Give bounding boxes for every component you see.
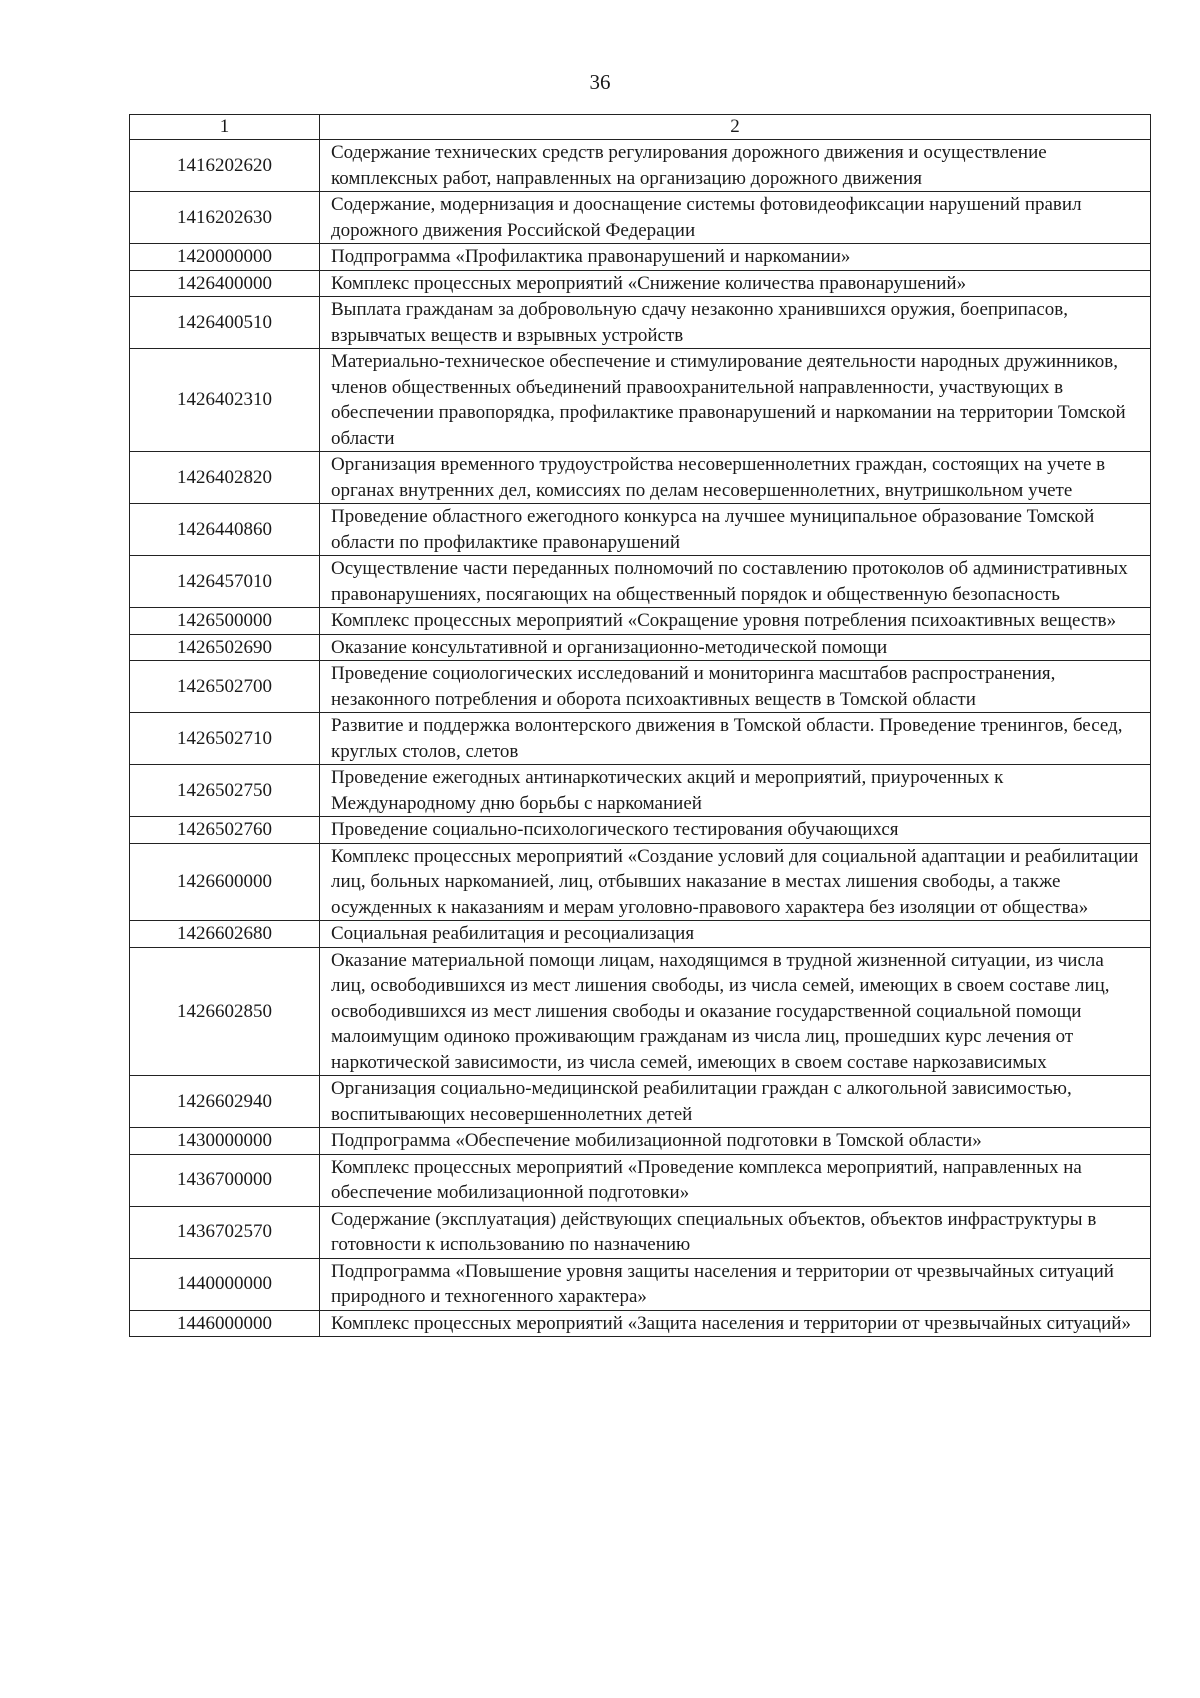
- table-row: [130, 1206, 1151, 1258]
- row-code: 1446000000: [130, 1310, 320, 1337]
- table-row: [130, 349, 1151, 452]
- page-number: 36: [589, 70, 611, 94]
- row-code: 1426402820: [130, 452, 320, 504]
- table-row: [130, 192, 1151, 244]
- row-code: 1426500000: [130, 608, 320, 635]
- row-code: 1426502760: [130, 817, 320, 844]
- row-code: 1426440860: [130, 504, 320, 556]
- table-row: [130, 947, 1151, 1076]
- code-table: [129, 114, 1151, 1337]
- row-description: Содержание, модернизация и дооснащение системы фотовидеофиксации нарушений правил дорожного движения Российской Федерации: [320, 192, 1151, 244]
- row-description: Содержание (эксплуатация) действующих специальных объектов, объектов инфраструктуры в готовности к использованию по назначению: [320, 1206, 1151, 1258]
- row-description: Комплекс процессных мероприятий «Создание условий для социальной адаптации и реабилитации лиц, больных наркоманией, лиц, отбывших наказание в местах лишения свободы, а также осужденных к наказаниям и мерам уголовно-правового характера без изоляции от общества»: [320, 843, 1151, 921]
- row-code: 1436702570: [130, 1206, 320, 1258]
- table-row: [130, 504, 1151, 556]
- row-description: Подпрограмма «Обеспечение мобилизационной подготовки в Томской области»: [320, 1128, 1151, 1155]
- row-code: 1426502710: [130, 713, 320, 765]
- row-description: Комплекс процессных мероприятий «Сокращение уровня потребления психоактивных веществ»: [320, 608, 1151, 635]
- row-code: 1436700000: [130, 1154, 320, 1206]
- row-code: 1426502690: [130, 634, 320, 661]
- row-description: Содержание технических средств регулирования дорожного движения и осуществление комплексных работ, направленных на организацию дорожного движения: [320, 140, 1151, 192]
- row-description: Организация временного трудоустройства несовершеннолетних граждан, состоящих на учете в органах внутренних дел, комиссиях по делам несовершеннолетних, внутришкольном учете: [320, 452, 1151, 504]
- row-code: 1426402310: [130, 349, 320, 452]
- row-description: Комплекс процессных мероприятий «Проведение комплекса мероприятий, направленных на обеспечение мобилизационной подготовки»: [320, 1154, 1151, 1206]
- row-code: 1420000000: [130, 244, 320, 271]
- row-code: 1426502700: [130, 661, 320, 713]
- row-description: Подпрограмма «Профилактика правонарушений и наркомании»: [320, 244, 1151, 271]
- table-row: [130, 1310, 1151, 1337]
- row-code: 1426600000: [130, 843, 320, 921]
- row-code: 1426602940: [130, 1076, 320, 1128]
- table-row: [130, 817, 1151, 844]
- table-row: [130, 765, 1151, 817]
- row-description: Проведение социологических исследований и мониторинга масштабов распространения, незаконного потребления и оборота психоактивных веществ в Томской области: [320, 661, 1151, 713]
- table-row: [130, 1258, 1151, 1310]
- row-description: Оказание консультативной и организационно-методической помощи: [320, 634, 1151, 661]
- table-row: [130, 452, 1151, 504]
- column-header-code: 1: [130, 115, 320, 140]
- row-description: Подпрограмма «Повышение уровня защиты населения и территории от чрезвычайных ситуаций природного и техногенного характера»: [320, 1258, 1151, 1310]
- row-code: 1440000000: [130, 1258, 320, 1310]
- row-code: 1426602850: [130, 947, 320, 1076]
- row-description: Социальная реабилитация и ресоциализация: [320, 921, 1151, 948]
- table-row: [130, 1076, 1151, 1128]
- table-row: [130, 921, 1151, 948]
- table-row: [130, 270, 1151, 297]
- table-header-row: [130, 115, 1151, 140]
- table-row: [130, 661, 1151, 713]
- column-header-name: 2: [320, 115, 1151, 140]
- table-row: [130, 556, 1151, 608]
- row-description: Организация социально-медицинской реабилитации граждан с алкогольной зависимостью, воспитывающих несовершеннолетних детей: [320, 1076, 1151, 1128]
- row-description: Комплекс процессных мероприятий «Снижение количества правонарушений»: [320, 270, 1151, 297]
- table-row: [130, 244, 1151, 271]
- table-row: [130, 1128, 1151, 1155]
- row-description: Проведение ежегодных антинаркотических акций и мероприятий, приуроченных к Международному дню борьбы с наркоманией: [320, 765, 1151, 817]
- table-row: [130, 1154, 1151, 1206]
- row-code: 1426457010: [130, 556, 320, 608]
- row-description: Проведение областного ежегодного конкурса на лучшее муниципальное образование Томской области по профилактике правонарушений: [320, 504, 1151, 556]
- row-code: 1426502750: [130, 765, 320, 817]
- row-description: Развитие и поддержка волонтерского движения в Томской области. Проведение тренингов, бесед, круглых столов, слетов: [320, 713, 1151, 765]
- row-code: 1416202620: [130, 140, 320, 192]
- row-description: Осуществление части переданных полномочий по составлению протоколов об административных правонарушениях, посягающих на общественный порядок и общественную безопасность: [320, 556, 1151, 608]
- row-description: Проведение социально-психологического тестирования обучающихся: [320, 817, 1151, 844]
- table-row: [130, 140, 1151, 192]
- row-description: Выплата гражданам за добровольную сдачу незаконно хранившихся оружия, боеприпасов, взрывчатых веществ и взрывных устройств: [320, 297, 1151, 349]
- table-row: [130, 634, 1151, 661]
- row-code: 1416202630: [130, 192, 320, 244]
- row-description: Оказание материальной помощи лицам, находящимся в трудной жизненной ситуации, из числа лиц, освободившихся из мест лишения свободы, из числа семей, имеющих в своем составе лиц, освободившихся из мест лишения свободы и оказание государственной социальной помощи малоимущим одиноко проживающим гражданам из числа лиц, прошедших курс лечения от наркотической зависимости, из числа семей, имеющих в своем составе наркозависимых: [320, 947, 1151, 1076]
- row-code: 1430000000: [130, 1128, 320, 1155]
- row-description: Материально-техническое обеспечение и стимулирование деятельности народных дружинников, членов общественных объединений правоохранительной направленности, участвующих в обеспечении правопорядка, профилактике правонарушений и наркомании на территории Томской области: [320, 349, 1151, 452]
- row-description: Комплекс процессных мероприятий «Защита населения и территории от чрезвычайных ситуаций»: [320, 1310, 1151, 1337]
- table-row: [130, 297, 1151, 349]
- table-row: [130, 608, 1151, 635]
- row-code: 1426602680: [130, 921, 320, 948]
- table-row: [130, 713, 1151, 765]
- row-code: 1426400000: [130, 270, 320, 297]
- table-row: [130, 843, 1151, 921]
- row-code: 1426400510: [130, 297, 320, 349]
